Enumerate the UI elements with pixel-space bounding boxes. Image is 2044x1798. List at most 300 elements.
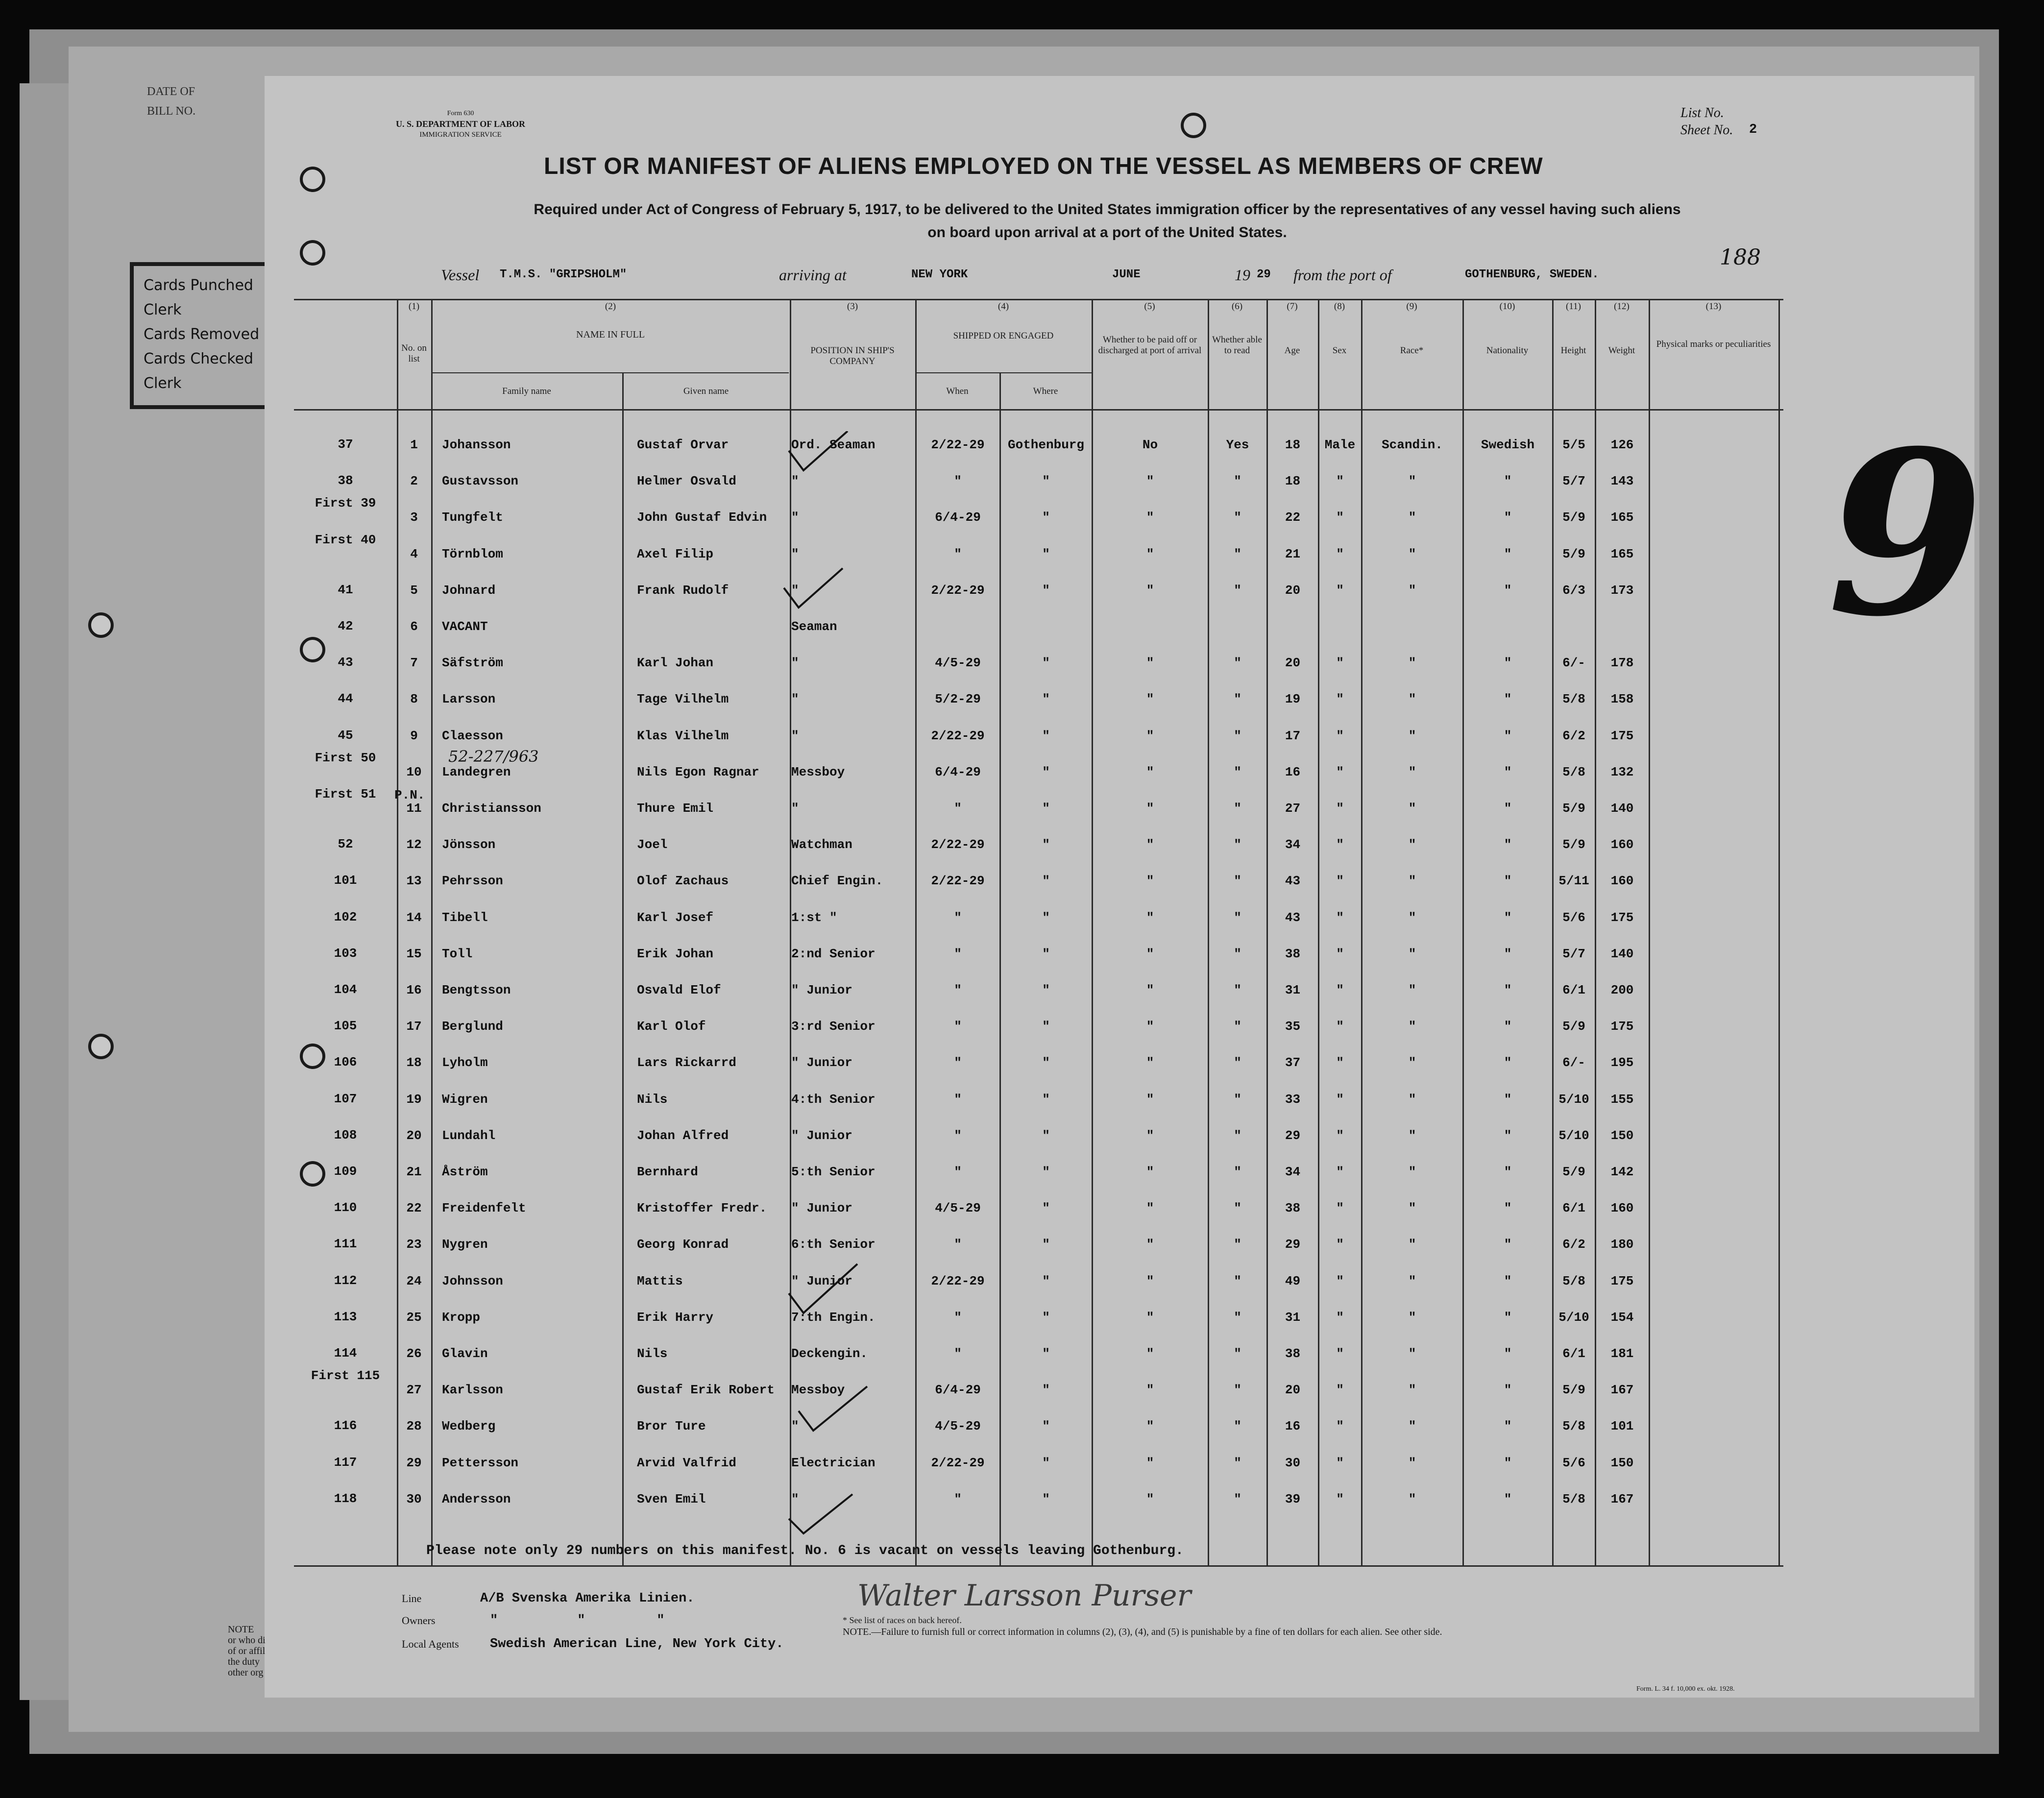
cell-nationality: " bbox=[1504, 1383, 1512, 1397]
cell-where: " bbox=[1042, 1492, 1050, 1506]
cell-family-name: Pehrsson bbox=[442, 874, 503, 888]
col-num: (3) bbox=[847, 301, 858, 312]
header-height: Height bbox=[1560, 345, 1586, 356]
cell-age: 16 bbox=[1285, 1419, 1301, 1434]
col-rule bbox=[622, 372, 624, 1565]
cell-race: " bbox=[1408, 510, 1416, 525]
cell-no: 5 bbox=[410, 583, 418, 598]
cell-able-to-read: " bbox=[1234, 765, 1241, 779]
cell-able-to-read: " bbox=[1234, 474, 1241, 488]
cell-weight: 165 bbox=[1610, 510, 1634, 525]
cell-age: 35 bbox=[1285, 1019, 1301, 1034]
cell-race: " bbox=[1408, 1456, 1416, 1470]
col-num: (5) bbox=[1144, 301, 1155, 312]
cell-no: 28 bbox=[406, 1419, 422, 1434]
cell-age: 43 bbox=[1285, 874, 1301, 888]
left-stub-line: of or affil bbox=[228, 1646, 266, 1656]
cell-when: " bbox=[954, 1128, 962, 1143]
cell-no: 21 bbox=[406, 1165, 422, 1179]
header-where: Where bbox=[1033, 386, 1058, 396]
cell-nationality: " bbox=[1504, 1456, 1512, 1470]
cell-weight: 175 bbox=[1610, 1019, 1634, 1034]
cell-paid-off: " bbox=[1146, 510, 1154, 525]
cell-when: 4/5-29 bbox=[935, 1419, 981, 1434]
cell-race: " bbox=[1408, 1310, 1416, 1325]
cell-nationality: " bbox=[1504, 1165, 1512, 1179]
cell-weight: 154 bbox=[1610, 1310, 1634, 1325]
cell-weight: 132 bbox=[1610, 765, 1634, 779]
header-name-in-full: NAME IN FULL bbox=[576, 329, 645, 340]
cell-no: 1 bbox=[410, 437, 418, 452]
handwritten-note: 52-227/963 bbox=[448, 747, 539, 766]
cell-nationality: " bbox=[1504, 1201, 1512, 1215]
cell-position: " bbox=[791, 801, 799, 816]
cell-position: " bbox=[791, 692, 799, 706]
cell-able-to-read: " bbox=[1234, 547, 1241, 561]
cell-age: 31 bbox=[1285, 983, 1301, 997]
cell-sex: " bbox=[1336, 765, 1344, 779]
cell-sex: " bbox=[1336, 1055, 1344, 1070]
cell-given-name: Kristoffer Fredr. bbox=[637, 1201, 767, 1215]
cell-weight: 101 bbox=[1610, 1419, 1634, 1434]
col-num: (4) bbox=[998, 301, 1009, 312]
cell-margin-number: 103 bbox=[334, 946, 357, 961]
cell-family-name: Berglund bbox=[442, 1019, 503, 1034]
cell-family-name: Tungfelt bbox=[442, 510, 503, 525]
col-num: (7) bbox=[1287, 301, 1298, 312]
cell-height: 5/8 bbox=[1562, 692, 1585, 706]
arriving-port: NEW YORK bbox=[911, 268, 968, 281]
cell-able-to-read: " bbox=[1234, 1055, 1241, 1070]
cell-able-to-read: " bbox=[1234, 1492, 1241, 1506]
cell-position: Messboy bbox=[791, 1383, 845, 1397]
subtitle-line2: on board upon arrival at a port of the United States. bbox=[927, 224, 1287, 241]
cell-when: 6/4-29 bbox=[935, 765, 981, 779]
cell-family-name: Pettersson bbox=[442, 1456, 519, 1470]
cell-when: " bbox=[954, 983, 962, 997]
cell-able-to-read: " bbox=[1234, 874, 1241, 888]
cell-height: 5/9 bbox=[1562, 547, 1585, 561]
owners-value: " " " bbox=[490, 1613, 665, 1628]
service: IMMIGRATION SERVICE bbox=[419, 131, 502, 139]
cell-nationality: " bbox=[1504, 1274, 1512, 1288]
cell-position: 4:th Senior bbox=[791, 1092, 876, 1107]
cell-sex: " bbox=[1336, 1019, 1344, 1034]
stub-bill-label: BILL NO. bbox=[147, 105, 196, 118]
cell-when: " bbox=[954, 947, 962, 961]
cell-where: " bbox=[1042, 1165, 1050, 1179]
cell-nationality: " bbox=[1504, 1237, 1512, 1252]
cell-weight: 160 bbox=[1610, 837, 1634, 852]
col-num: (10) bbox=[1499, 301, 1515, 312]
cell-position: 6:th Senior bbox=[791, 1237, 876, 1252]
cell-sex: " bbox=[1336, 1274, 1344, 1288]
stamp-line: Cards Punched bbox=[144, 277, 253, 294]
cell-no: 13 bbox=[406, 874, 422, 888]
cell-weight: 181 bbox=[1610, 1346, 1634, 1361]
cell-position: " bbox=[791, 729, 799, 743]
cell-no: 30 bbox=[406, 1492, 422, 1506]
table-bottom-rule bbox=[294, 1565, 1783, 1567]
cell-where: " bbox=[1042, 1128, 1050, 1143]
cell-weight: 150 bbox=[1610, 1456, 1634, 1470]
cell-family-name: Freidenfelt bbox=[442, 1201, 526, 1215]
cell-nationality: " bbox=[1504, 947, 1512, 961]
cell-position: Deckengin. bbox=[791, 1346, 868, 1361]
cell-when: " bbox=[954, 1165, 962, 1179]
form-code: Form. L. 34 f. 10,000 ex. okt. 1928. bbox=[1636, 1685, 1735, 1693]
cell-margin-number: 37 bbox=[338, 437, 353, 452]
cell-margin-number: 109 bbox=[334, 1164, 357, 1179]
cell-paid-off: " bbox=[1146, 474, 1154, 488]
cell-position: " bbox=[791, 547, 799, 561]
cell-age: 49 bbox=[1285, 1274, 1301, 1288]
row11-prefix: P.N. bbox=[394, 788, 425, 802]
cell-nationality: " bbox=[1504, 510, 1512, 525]
cell-height: 5/10 bbox=[1558, 1128, 1589, 1143]
cell-age: 20 bbox=[1285, 583, 1301, 598]
col-rule bbox=[1778, 299, 1780, 1565]
cell-margin-number: First 115 bbox=[311, 1368, 380, 1383]
cell-given-name: Thure Emil bbox=[637, 801, 714, 816]
cell-no: 11 bbox=[406, 801, 422, 816]
cell-where: " bbox=[1042, 510, 1050, 525]
cell-race: " bbox=[1408, 1019, 1416, 1034]
cell-where: " bbox=[1042, 910, 1050, 925]
cell-paid-off: " bbox=[1146, 1274, 1154, 1288]
cell-height: 5/8 bbox=[1562, 1274, 1585, 1288]
cell-when: " bbox=[954, 1237, 962, 1252]
cell-weight: 140 bbox=[1610, 947, 1634, 961]
cell-age: 18 bbox=[1285, 437, 1301, 452]
cell-height: 5/10 bbox=[1558, 1310, 1589, 1325]
cell-weight: 155 bbox=[1610, 1092, 1634, 1107]
cell-margin-number: 107 bbox=[334, 1092, 357, 1106]
cell-weight: 180 bbox=[1610, 1237, 1634, 1252]
cell-given-name: Osvald Elof bbox=[637, 983, 721, 997]
cell-race: " bbox=[1408, 1055, 1416, 1070]
sheet-no-label: Sheet No. bbox=[1680, 122, 1733, 138]
cell-age: 19 bbox=[1285, 692, 1301, 706]
cell-weight: 158 bbox=[1610, 692, 1634, 706]
cell-when: " bbox=[954, 1492, 962, 1506]
cell-able-to-read: " bbox=[1234, 1456, 1241, 1470]
cell-nationality: " bbox=[1504, 765, 1512, 779]
cell-nationality: Swedish bbox=[1481, 437, 1535, 452]
header-when: When bbox=[946, 386, 969, 396]
cell-no: 14 bbox=[406, 910, 422, 925]
cell-position: Chief Engin. bbox=[791, 874, 883, 888]
cell-sex: " bbox=[1336, 510, 1344, 525]
cell-age: 38 bbox=[1285, 1346, 1301, 1361]
cell-weight: 126 bbox=[1610, 437, 1634, 452]
col-rule bbox=[1318, 299, 1319, 1565]
cell-nationality: " bbox=[1504, 983, 1512, 997]
cell-margin-number: 114 bbox=[334, 1346, 357, 1361]
cell-position: Electrician bbox=[791, 1456, 876, 1470]
cell-no: 20 bbox=[406, 1128, 422, 1143]
cell-position: 1:st " bbox=[791, 910, 837, 925]
cell-race: " bbox=[1408, 1092, 1416, 1107]
cell-when: 5/2-29 bbox=[935, 692, 981, 706]
cell-race: " bbox=[1408, 1419, 1416, 1434]
cell-age: 31 bbox=[1285, 1310, 1301, 1325]
cell-weight: 143 bbox=[1610, 474, 1634, 488]
cell-paid-off: " bbox=[1146, 837, 1154, 852]
cell-age: 39 bbox=[1285, 1492, 1301, 1506]
punch-hole bbox=[1181, 113, 1206, 138]
cell-weight: 175 bbox=[1610, 910, 1634, 925]
cell-race: " bbox=[1408, 801, 1416, 816]
cell-nationality: " bbox=[1504, 729, 1512, 743]
cell-height: 5/9 bbox=[1562, 801, 1585, 816]
cell-race: " bbox=[1408, 910, 1416, 925]
cell-sex: " bbox=[1336, 1456, 1344, 1470]
cell-no: 8 bbox=[410, 692, 418, 706]
cell-margin-number: 42 bbox=[338, 619, 353, 633]
cell-family-name: Kropp bbox=[442, 1310, 481, 1325]
cell-when: " bbox=[954, 910, 962, 925]
cell-nationality: " bbox=[1504, 1310, 1512, 1325]
col-num: (1) bbox=[408, 301, 420, 312]
arrival-month: JUNE bbox=[1112, 268, 1141, 281]
cell-margin-number: 118 bbox=[334, 1491, 357, 1506]
punch-hole bbox=[88, 612, 114, 638]
cell-family-name: Johnsson bbox=[442, 1274, 503, 1288]
cell-height: 6/1 bbox=[1562, 983, 1585, 997]
cell-family-name: Toll bbox=[442, 947, 473, 961]
cell-family-name: Christiansson bbox=[442, 801, 541, 816]
from-port-label: from the port of bbox=[1293, 266, 1392, 284]
cell-family-name: Tibell bbox=[442, 910, 488, 925]
cell-family-name: Johansson bbox=[442, 437, 511, 452]
cell-paid-off: No bbox=[1142, 437, 1158, 452]
stub-date-label: DATE OF bbox=[147, 85, 195, 98]
cell-weight: 178 bbox=[1610, 656, 1634, 670]
from-port: GOTHENBURG, SWEDEN. bbox=[1465, 268, 1599, 281]
cell-sex: " bbox=[1336, 947, 1344, 961]
header-position: POSITION IN SHIP'S COMPANY bbox=[810, 345, 895, 366]
agents-value: Swedish American Line, New York City. bbox=[490, 1637, 784, 1652]
cell-where: " bbox=[1042, 1092, 1050, 1107]
owners-label: Owners bbox=[402, 1614, 436, 1627]
cell-no: 19 bbox=[406, 1092, 422, 1107]
cell-margin-number: 110 bbox=[334, 1200, 357, 1215]
cell-where: " bbox=[1042, 1419, 1050, 1434]
cell-given-name: Gustaf Erik Robert bbox=[637, 1383, 775, 1397]
cell-position: " Junior bbox=[791, 1055, 852, 1070]
cell-height: 5/8 bbox=[1562, 1492, 1585, 1506]
cell-able-to-read: " bbox=[1234, 1237, 1241, 1252]
cell-nationality: " bbox=[1504, 837, 1512, 852]
cell-where: " bbox=[1042, 729, 1050, 743]
cell-paid-off: " bbox=[1146, 947, 1154, 961]
cell-nationality: " bbox=[1504, 583, 1512, 598]
cell-height: 5/9 bbox=[1562, 1019, 1585, 1034]
cell-no: 10 bbox=[406, 765, 422, 779]
cell-no: 9 bbox=[410, 729, 418, 743]
cell-paid-off: " bbox=[1146, 1128, 1154, 1143]
line-label: Line bbox=[402, 1592, 422, 1604]
col-rule bbox=[1552, 299, 1554, 1565]
cell-where: " bbox=[1042, 874, 1050, 888]
cell-height: 6/- bbox=[1562, 656, 1585, 670]
col-rule bbox=[1462, 299, 1464, 1565]
cell-family-name: Nygren bbox=[442, 1237, 488, 1252]
cell-where: " bbox=[1042, 765, 1050, 779]
cell-family-name: Gustavsson bbox=[442, 474, 519, 488]
vessel-label: Vessel bbox=[441, 266, 480, 284]
cell-where: " bbox=[1042, 474, 1050, 488]
cell-sex: " bbox=[1336, 547, 1344, 561]
left-stub-text bbox=[228, 1624, 266, 1678]
cell-position: Watchman bbox=[791, 837, 852, 852]
cell-given-name: Arvid Valfrid bbox=[637, 1456, 736, 1470]
cell-race: " bbox=[1408, 1165, 1416, 1179]
col-num: (11) bbox=[1566, 301, 1581, 312]
cell-given-name: Joel bbox=[637, 837, 668, 852]
cell-position: 7:th Engin. bbox=[791, 1310, 876, 1325]
cell-position: 2:nd Senior bbox=[791, 947, 876, 961]
sheet-no-value: 2 bbox=[1749, 122, 1757, 137]
cell-where: " bbox=[1042, 1383, 1050, 1397]
cell-nationality: " bbox=[1504, 1092, 1512, 1107]
cell-nationality: " bbox=[1504, 1346, 1512, 1361]
cell-nationality: " bbox=[1504, 1019, 1512, 1034]
cell-family-name: VACANT bbox=[442, 619, 488, 634]
cell-nationality: " bbox=[1504, 692, 1512, 706]
cell-weight: 165 bbox=[1610, 547, 1634, 561]
cell-height: 5/7 bbox=[1562, 474, 1585, 488]
cell-sex: " bbox=[1336, 692, 1344, 706]
page-number: 188 bbox=[1720, 245, 1761, 270]
cell-family-name: Säfström bbox=[442, 656, 503, 670]
cell-able-to-read: " bbox=[1234, 837, 1241, 852]
cell-age: 30 bbox=[1285, 1456, 1301, 1470]
cell-age: 33 bbox=[1285, 1092, 1301, 1107]
cell-given-name: Georg Konrad bbox=[637, 1237, 729, 1252]
table-header-rule bbox=[294, 409, 1783, 411]
cell-when: " bbox=[954, 1019, 962, 1034]
cell-able-to-read: " bbox=[1234, 1092, 1241, 1107]
cell-nationality: " bbox=[1504, 656, 1512, 670]
cell-given-name: Lars Rickarrd bbox=[637, 1055, 736, 1070]
col-rule bbox=[1092, 299, 1093, 1565]
cell-where: " bbox=[1042, 1456, 1050, 1470]
header-race: Race* bbox=[1400, 345, 1424, 356]
cell-where: " bbox=[1042, 1346, 1050, 1361]
stamp-line: Clerk bbox=[144, 301, 182, 318]
cell-race: " bbox=[1408, 729, 1416, 743]
cell-given-name: John Gustaf Edvin bbox=[637, 510, 767, 525]
cell-height: 5/7 bbox=[1562, 947, 1585, 961]
line-value: A/B Svenska Amerika Linien. bbox=[480, 1591, 695, 1606]
cell-weight: 160 bbox=[1610, 874, 1634, 888]
cell-where: " bbox=[1042, 947, 1050, 961]
cell-able-to-read: " bbox=[1234, 910, 1241, 925]
table-top-rule bbox=[294, 299, 1783, 300]
cell-where: " bbox=[1042, 801, 1050, 816]
year-prefix: 19 bbox=[1235, 266, 1250, 284]
col-rule bbox=[1208, 299, 1209, 1565]
cell-position: Seaman bbox=[791, 619, 837, 634]
cell-given-name: Tage Vilhelm bbox=[637, 692, 729, 706]
cell-age: 29 bbox=[1285, 1128, 1301, 1143]
cell-nationality: " bbox=[1504, 1492, 1512, 1506]
cell-paid-off: " bbox=[1146, 1201, 1154, 1215]
cell-race: " bbox=[1408, 656, 1416, 670]
cell-able-to-read: " bbox=[1234, 729, 1241, 743]
col-rule bbox=[1649, 299, 1650, 1565]
col-rule bbox=[431, 299, 433, 1565]
cell-height: 5/9 bbox=[1562, 1165, 1585, 1179]
cell-sex: " bbox=[1336, 1419, 1344, 1434]
department: U. S. DEPARTMENT OF LABOR bbox=[395, 119, 526, 129]
cell-race: Scandin. bbox=[1382, 437, 1443, 452]
cell-position: 3:rd Senior bbox=[791, 1019, 876, 1034]
cell-no: 29 bbox=[406, 1456, 422, 1470]
cell-family-name: Wedberg bbox=[442, 1419, 496, 1434]
cell-weight: 200 bbox=[1610, 983, 1634, 997]
cell-sex: " bbox=[1336, 910, 1344, 925]
cell-given-name: Erik Harry bbox=[637, 1310, 714, 1325]
cell-given-name: Gustaf Orvar bbox=[637, 437, 729, 452]
cell-weight: 173 bbox=[1610, 583, 1634, 598]
cell-margin-number: First 51 bbox=[315, 787, 376, 802]
cell-where: " bbox=[1042, 583, 1050, 598]
cell-paid-off: " bbox=[1146, 983, 1154, 997]
cell-where: " bbox=[1042, 656, 1050, 670]
cell-given-name: Nils bbox=[637, 1092, 668, 1107]
cell-family-name: Åström bbox=[442, 1165, 488, 1179]
cell-age: 21 bbox=[1285, 547, 1301, 561]
cell-weight: 150 bbox=[1610, 1128, 1634, 1143]
cell-height: 5/10 bbox=[1558, 1092, 1589, 1107]
cell-able-to-read: " bbox=[1234, 583, 1241, 598]
cell-paid-off: " bbox=[1146, 583, 1154, 598]
cell-height: 5/6 bbox=[1562, 1456, 1585, 1470]
cell-race: " bbox=[1408, 692, 1416, 706]
cell-paid-off: " bbox=[1146, 1346, 1154, 1361]
cell-family-name: Glavin bbox=[442, 1346, 488, 1361]
cell-height: 5/11 bbox=[1558, 874, 1589, 888]
cell-no: 6 bbox=[410, 619, 418, 634]
cell-no: 2 bbox=[410, 474, 418, 488]
punch-hole bbox=[300, 167, 325, 192]
cell-race: " bbox=[1408, 947, 1416, 961]
cell-margin-number: 45 bbox=[338, 728, 353, 743]
cell-no: 17 bbox=[406, 1019, 422, 1034]
cell-nationality: " bbox=[1504, 1055, 1512, 1070]
cell-race: " bbox=[1408, 1128, 1416, 1143]
cell-given-name: Karl Johan bbox=[637, 656, 714, 670]
cell-sex: " bbox=[1336, 583, 1344, 598]
cell-sex: " bbox=[1336, 474, 1344, 488]
cell-family-name: Andersson bbox=[442, 1492, 511, 1506]
cell-paid-off: " bbox=[1146, 910, 1154, 925]
cards-stamp bbox=[130, 262, 287, 409]
stamp-line: Cards Removed bbox=[144, 326, 260, 343]
cell-position: " Junior bbox=[791, 1274, 852, 1288]
cell-given-name: Nils bbox=[637, 1346, 668, 1361]
cell-sex: " bbox=[1336, 1346, 1344, 1361]
cell-given-name: Nils Egon Ragnar bbox=[637, 765, 759, 779]
cell-position: Messboy bbox=[791, 765, 845, 779]
name-subheader-rule bbox=[431, 372, 789, 373]
cell-nationality: " bbox=[1504, 1128, 1512, 1143]
cell-margin-number: First 40 bbox=[315, 533, 376, 547]
cell-age: 34 bbox=[1285, 1165, 1301, 1179]
